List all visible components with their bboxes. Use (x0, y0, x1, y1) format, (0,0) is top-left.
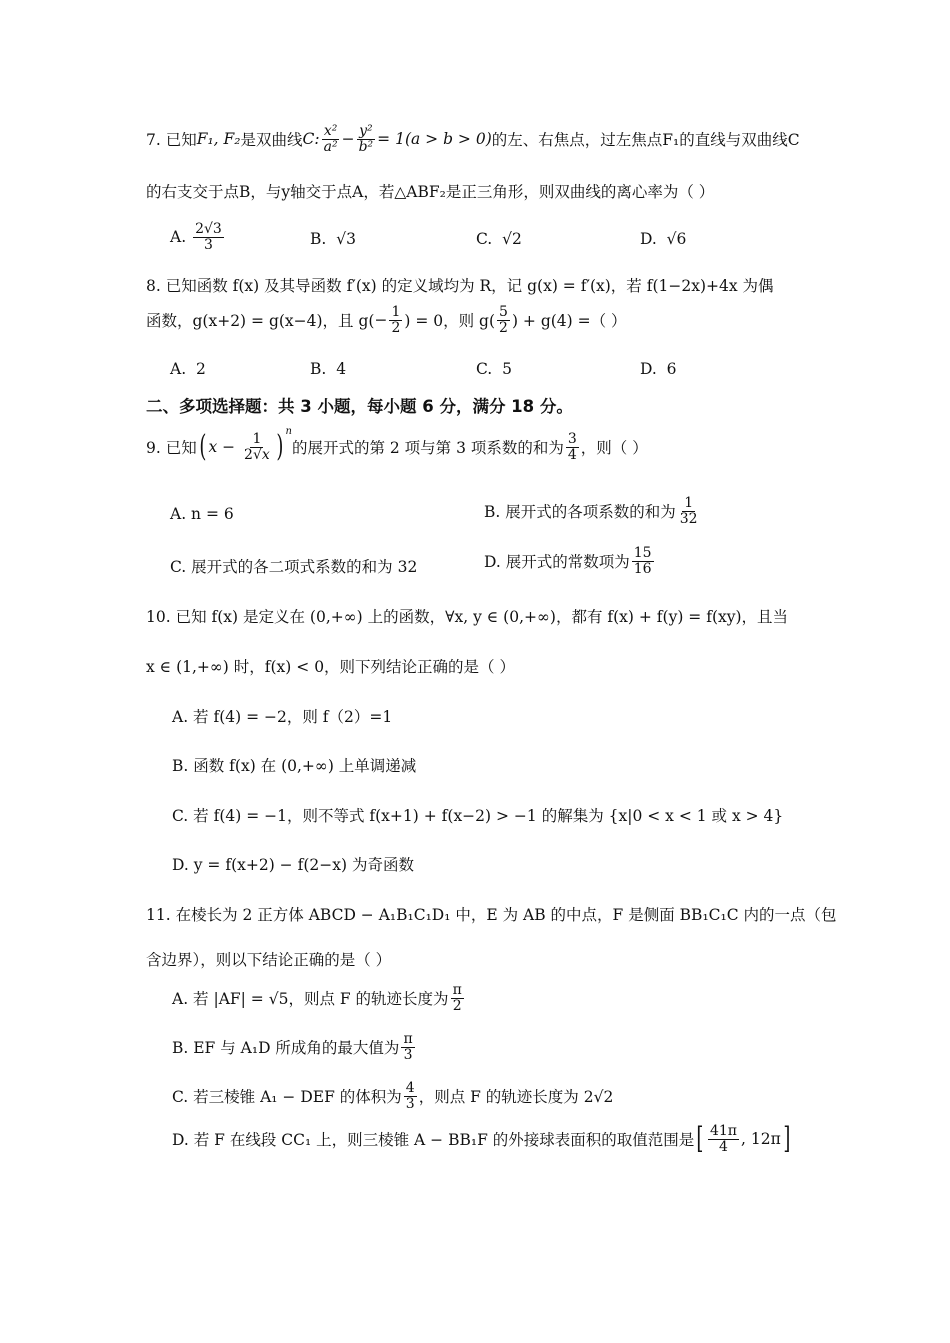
q7-frac-x: $\frac{\text{x²}}{\text{a²}}$ (323, 123, 338, 155)
q7-foci: F₁, F₂ (196, 130, 241, 149)
q7-line2 (146, 180, 714, 202)
q11-option-b[interactable]: B. EF 与 A₁D 所成角的最大值为 $\frac{\pi}{3}$ (172, 1031, 413, 1063)
q8-line1-text: 8. 已知函数 f(x) 及其导函数 f′(x) 的定义域均为 R，记 g(x) = f′(x)，若 f(1−2x)+4x 为偶 (146, 277, 774, 295)
q10-line1-text: 10. 已知 f(x) 是定义在 (0,+∞) 上的函数，∀x, y ∈ (0,+∞)，都有 f(x) + f(y) = f(xy)，且当 (146, 608, 789, 626)
q10-line2-text: x ∈ (1,+∞) 时，f(x) < 0，则下列结论正确的是（ ） (146, 658, 515, 676)
q7-option-b-value: √3 (336, 230, 356, 248)
q9-frac-three-quarters: $\frac{3}{4}$ (567, 431, 577, 463)
q7-mid: 是双曲线 (240, 131, 303, 150)
q9-binomial: ( x − $\frac{1}{2√x}$ ) $^n$ (199, 426, 292, 465)
q8-frac-five-half: $\frac{5}{2}$ (499, 304, 508, 336)
q11-line2-text: 含边界），则以下结论正确的是（ ） (146, 951, 392, 969)
q10-option-c[interactable]: C. 若 f(4) = −1，则不等式 f(x+1) + f(x−2) > −1 的解集为 {x|0 < x < 1 或 x > 4} (172, 807, 784, 825)
q7-option-a[interactable] (170, 222, 226, 252)
q8-line1 (146, 274, 774, 296)
q8-option-c[interactable]: C. 5 (476, 360, 512, 378)
q8-option-b[interactable]: B. 4 (310, 360, 347, 378)
q7-suffix: 的左、右焦点，过左焦点F₁的直线与双曲线C (491, 131, 800, 150)
q8-line2-mid: ) = 0，则 g( (404, 312, 496, 331)
q8-frac-half: $\frac{1}{2}$ (391, 304, 401, 336)
q10-option-a[interactable]: A. 若 f(4) = −2，则 f（2）=1 (172, 708, 393, 726)
q8-line2-prefix: 函数，g(x+2) = g(x−4)，且 g( (146, 312, 375, 331)
q7-prefix: 7. 已知 (146, 131, 197, 150)
q7-line2-text: 的右支交于点B，与y轴交于点A，若△ABF₂是正三角形，则双曲线的离心率为（ ） (146, 183, 715, 201)
q11-option-c[interactable]: C. 若三棱锥 A₁ − DEF 的体积为 $\frac{4}{3}$ ，则点 F 的轨迹长度为 2√2 (172, 1080, 614, 1112)
q11-line2 (146, 948, 391, 970)
q9-option-b[interactable]: B. 展开式的各项系数的和为 $\frac{1}{32}$ (484, 495, 698, 527)
q7-option-b-label: B. (310, 230, 327, 248)
q7-option-c[interactable] (476, 230, 522, 248)
q9-line1 (146, 426, 648, 465)
q7-option-d[interactable] (640, 230, 686, 248)
q9-option-d[interactable]: D. 展开式的常数项为 $\frac{15}{16}$ (484, 545, 652, 577)
q8-option-d[interactable]: D. 6 (640, 360, 677, 378)
q9-prefix: 9. 已知 (146, 439, 197, 458)
q11-line1 (146, 903, 837, 925)
q7-option-b[interactable] (310, 230, 356, 248)
q9-suffix-b: ，则（ ） (580, 439, 648, 458)
q7-frac-y: $\frac{\text{y²}}{\text{b²}}$ (358, 123, 374, 155)
q9-option-a[interactable]: A. n = 6 (170, 505, 234, 523)
q9-option-c[interactable]: C. 展开式的各二项式系数的和为 32 (170, 558, 418, 576)
q10-line2 (146, 655, 515, 677)
q7-option-a-label: A. (170, 228, 187, 247)
q8-line2: 函数，g(x+2) = g(x−4)，且 g( − $\frac{1}{2}$ ) = 0，则 g( $\frac{5}{2}$ ) + g(4) =（ ） (146, 304, 627, 336)
q10-option-b[interactable]: B. 函数 f(x) 在 (0,+∞) 上单调递减 (172, 757, 417, 775)
q7-option-c-label: C. (476, 230, 493, 248)
q7-line1: 7. 已知 F₁, F₂ 是双曲线 C: $\frac{\text{x²}}{\text{a²}}$ − $\frac{\text{y²}}{\text{b²}}$ = 1(a > b > 0) 的左、右焦点，过左焦点F₁的直线与双曲线C (146, 123, 800, 155)
q7-eq-tail: = 1(a > b > 0) (377, 130, 492, 149)
q8-option-a[interactable]: A. 2 (170, 360, 206, 378)
q7-option-c-value: √2 (502, 230, 522, 248)
q7-curve-name: C: (302, 130, 320, 149)
q8-line2-suffix: ) + g(4) =（ ） (511, 312, 627, 331)
q10-line1 (146, 605, 788, 627)
q11-option-d[interactable]: D. 若 F 在线段 CC₁ 上，则三棱锥 A − BB₁F 的外接球表面积的取值范围是 [ $\frac{41\pi}{4}$ , 12π ] (172, 1121, 791, 1157)
q7-option-d-value: √6 (666, 230, 687, 248)
q9-suffix-a: 的展开式的第 2 项与第 3 项系数的和为 (291, 439, 564, 458)
q10-option-d[interactable]: D. y = f(x+2) − f(2−x) 为奇函数 (172, 856, 414, 874)
section-heading: 二、多项选择题：共 3 小题，每小题 6 分，满分 18 分。 (146, 397, 573, 416)
q11-line1-text: 11. 在棱长为 2 正方体 ABCD − A₁B₁C₁D₁ 中，E 为 AB 的中点，F 是侧面 BB₁C₁C 内的一点（包 (146, 906, 837, 924)
q11-option-a[interactable]: A. 若 |AF| = √5，则点 F 的轨迹长度为 $\frac{\pi}{2}$ (172, 982, 462, 1014)
q7-option-a-frac: $\frac{2√3}{3}$ (195, 221, 222, 253)
q7-option-d-label: D. (640, 230, 657, 248)
